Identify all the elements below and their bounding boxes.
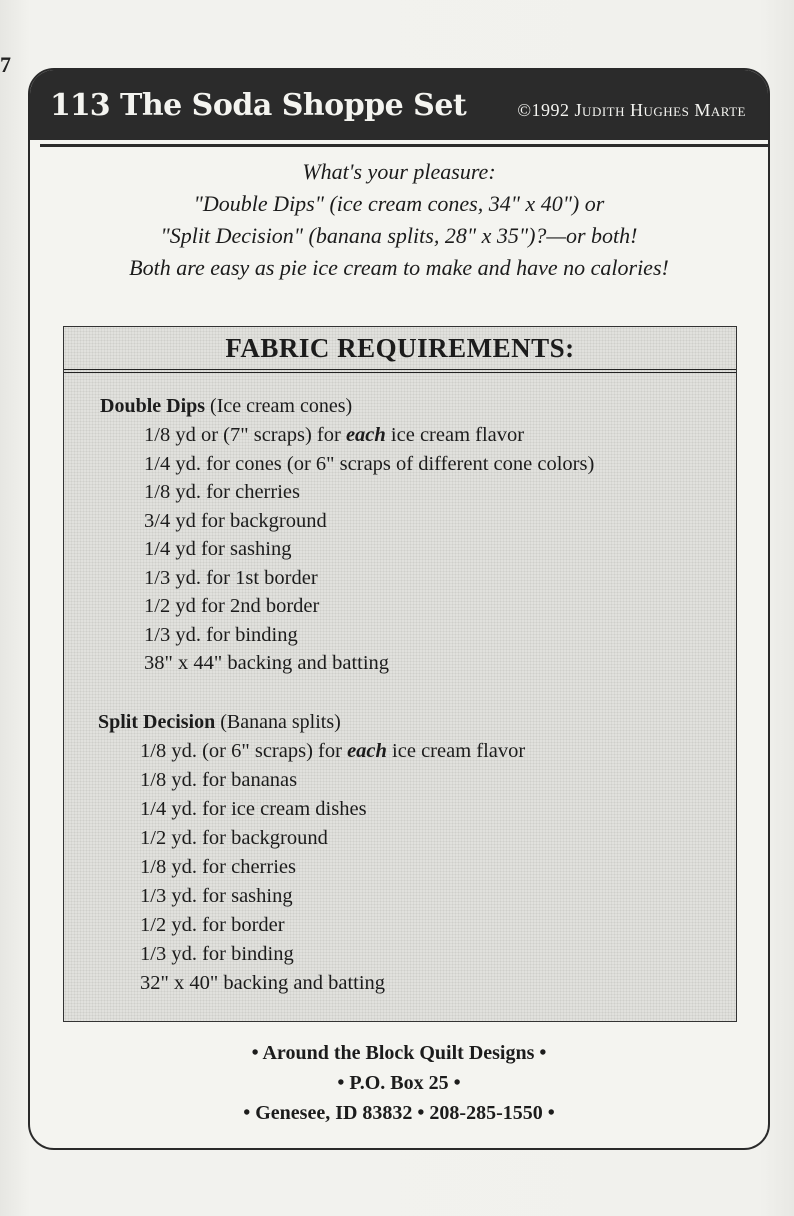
- intro-line: "Split Decision" (banana splits, 28" x 35")?—or both!: [160, 223, 638, 248]
- list-item: [144, 424, 524, 447]
- po-box: • P.O. Box 25 •: [337, 1072, 461, 1094]
- list-item: 1/3 yd. for sashing: [140, 885, 293, 907]
- split-decision-subtitle: (Banana splits): [215, 711, 341, 733]
- list-item: 32" x 40" backing and batting: [140, 972, 386, 994]
- intro-line: Both are easy as pie ice cream to make and have no calories!: [129, 255, 669, 280]
- list-item: 1/8 yd. for cherries: [140, 856, 296, 878]
- list-item: 1/2 yd for 2nd border: [144, 595, 320, 617]
- pattern-card: [28, 68, 770, 1150]
- pattern-title: The Soda Shoppe Set: [120, 88, 467, 123]
- fabric-requirements-heading: FABRIC REQUIREMENTS:: [64, 327, 736, 373]
- list-item: 1/8 yd. for cherries: [144, 481, 300, 503]
- intro-line: "Double Dips" (ice cream cones, 34" x 40") or: [193, 191, 605, 216]
- copyright-notice: ©1992 Judith Hughes Marte: [517, 100, 746, 120]
- list-item: 1/4 yd. for ice cream dishes: [140, 798, 367, 820]
- title-bar: [30, 70, 768, 140]
- double-dips-subtitle: (Ice cream cones): [205, 395, 353, 417]
- item-text: 1/8 yd or (7" scraps) for: [144, 424, 346, 446]
- item-text: ice cream flavor: [386, 740, 526, 762]
- list-item: 3/4 yd for background: [144, 510, 327, 532]
- title-divider: [40, 144, 768, 147]
- double-dips-name: Double Dips: [100, 395, 206, 417]
- list-item: 1/8 yd. for bananas: [140, 769, 298, 791]
- list-item: 1/3 yd. for binding: [144, 624, 298, 646]
- publisher-name: • Around the Block Quilt Designs •: [251, 1042, 547, 1064]
- publisher-address: [30, 1038, 768, 1128]
- list-item: 1/4 yd for sashing: [144, 538, 292, 560]
- list-item: 1/3 yd. for 1st border: [144, 567, 318, 589]
- page-number: 7: [0, 52, 11, 77]
- list-item: 1/2 yd. for background: [140, 827, 328, 849]
- split-decision-name: Split Decision: [98, 711, 216, 733]
- list-item: 1/2 yd. for border: [140, 914, 285, 936]
- item-text: ice cream flavor: [385, 424, 525, 446]
- intro-text: [30, 156, 768, 284]
- item-emphasis: each: [347, 740, 387, 762]
- intro-line: What's your pleasure:: [302, 159, 496, 184]
- list-item: 1/3 yd. for binding: [140, 943, 294, 965]
- pattern-number: 113: [50, 88, 110, 123]
- fabric-requirements-box: [63, 326, 737, 1022]
- double-dips-title: [100, 395, 352, 418]
- item-emphasis: each: [345, 424, 386, 446]
- split-decision-title: [98, 711, 341, 734]
- list-item: [140, 740, 525, 763]
- list-item: 38" x 44" backing and batting: [144, 652, 390, 674]
- list-item: 1/4 yd. for cones (or 6" scraps of different cone colors): [144, 453, 595, 475]
- city-phone: • Genesee, ID 83832 • 208-285-1550 •: [243, 1102, 555, 1124]
- item-text: 1/8 yd. (or 6" scraps) for: [140, 740, 348, 762]
